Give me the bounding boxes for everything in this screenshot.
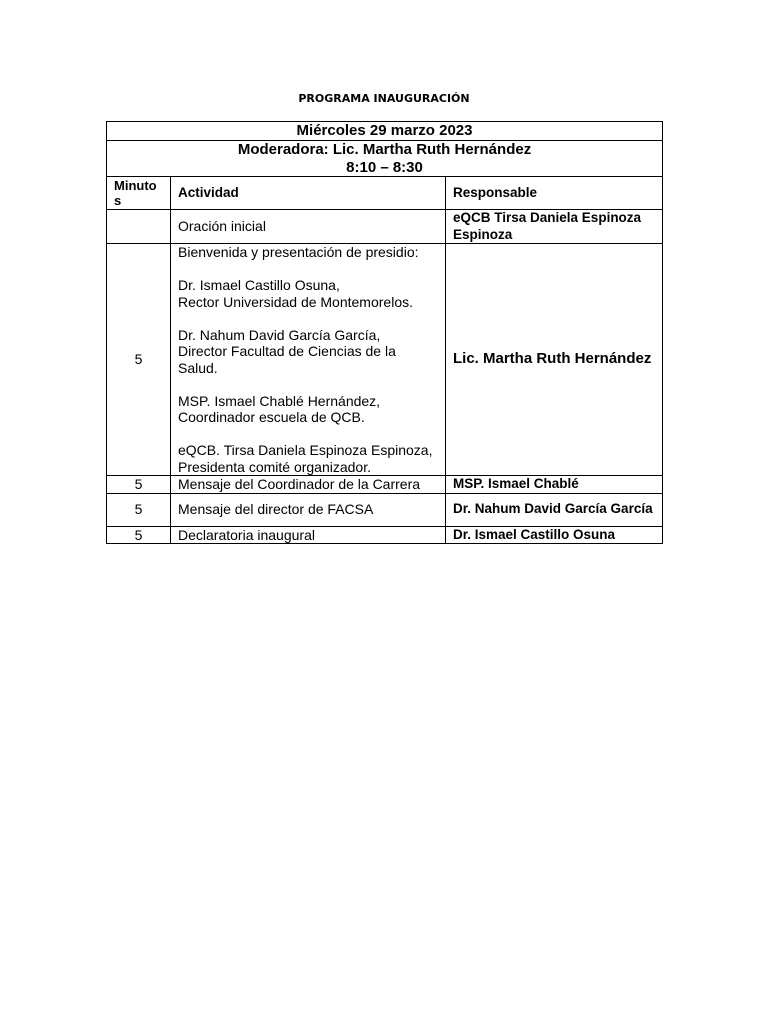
activity-cell: Oración inicial [171, 210, 446, 244]
table-row [107, 244, 663, 476]
program-table [106, 121, 663, 544]
activity-cell: Mensaje del Coordinador de la Carrera [171, 476, 446, 494]
responsible-cell: eQCB Tirsa Daniela Espinoza Espinoza [446, 210, 663, 244]
activity-line: Director Facultad de Ciencias de la Salud. [178, 343, 396, 376]
activity-line: Dr. Nahum David García García, [178, 326, 381, 343]
minutes-cell [107, 210, 171, 244]
activity-line: Coordinador escuela de QCB. [178, 409, 365, 425]
activity-line: Bienvenida y presentación de presidio: [178, 244, 419, 260]
event-time: 8:10 – 8:30 [346, 158, 423, 176]
minutes-cell: 5 [107, 244, 171, 476]
moderator-row [107, 141, 663, 177]
responsible-cell: Dr. Nahum David García García [446, 493, 663, 526]
table-row [107, 493, 663, 526]
date-row [107, 122, 663, 141]
moderator-name: Moderadora: Lic. Martha Ruth Hernández [237, 141, 532, 158]
minutes-cell: 5 [107, 476, 171, 494]
responsible-column-header: Responsable [446, 177, 663, 210]
table-row [107, 476, 663, 494]
document-title: PROGRAMA INAUGURACIÓN [298, 92, 470, 105]
responsible-cell: Lic. Martha Ruth Hernández [446, 244, 663, 476]
activity-line: eQCB. Tirsa Daniela Espinoza Espinoza, [178, 442, 433, 458]
minutes-cell: 5 [107, 493, 171, 526]
activity-column-header: Actividad [171, 177, 446, 210]
table-row [107, 210, 663, 244]
activity-line: Dr. Ismael Castillo Osuna, [178, 277, 340, 293]
table-row [107, 526, 663, 544]
minutes-column-header: Minutos [107, 177, 171, 210]
activity-cell: Mensaje del director de FACSA [171, 493, 446, 526]
responsible-cell: MSP. Ismael Chablé [446, 476, 663, 494]
column-header-row [107, 177, 663, 210]
event-date: Miércoles 29 marzo 2023 [107, 122, 663, 141]
responsible-cell: Dr. Ismael Castillo Osuna [446, 526, 663, 544]
activity-line: Presidenta comité organizador. [178, 458, 371, 475]
activity-line: Rector Universidad de Montemorelos. [178, 293, 413, 310]
minutes-cell: 5 [107, 526, 171, 544]
activity-cell: Declaratoria inaugural [171, 526, 446, 544]
activity-cell [171, 244, 446, 476]
activity-line: MSP. Ismael Chablé Hernández, [178, 392, 381, 409]
